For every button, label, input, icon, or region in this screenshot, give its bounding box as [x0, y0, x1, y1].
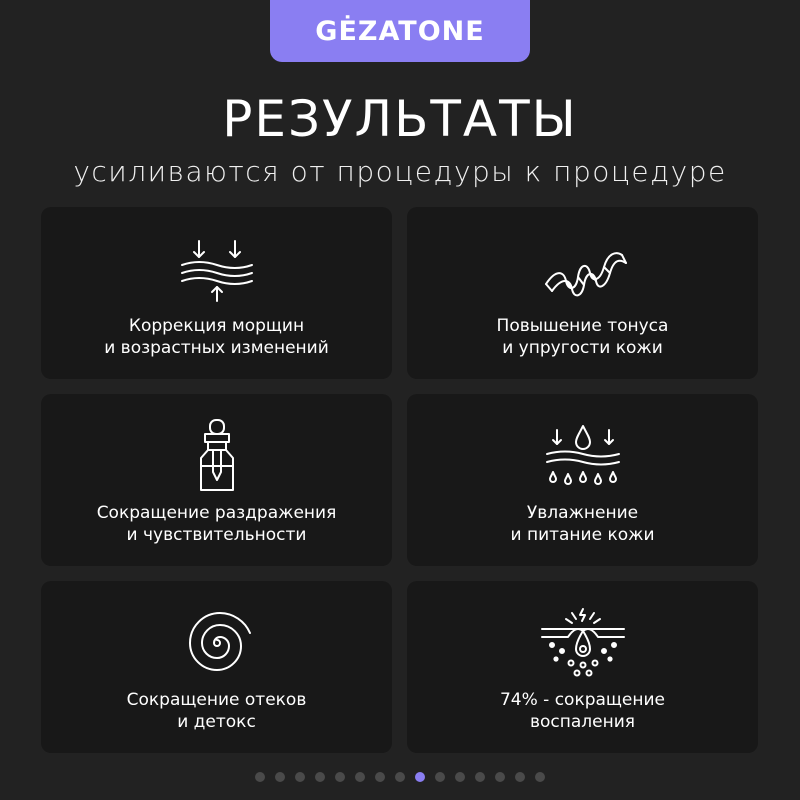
pagination-dot[interactable] — [455, 772, 465, 782]
inflammation-follicle-icon — [407, 603, 758, 683]
pagination-dot[interactable] — [475, 772, 485, 782]
result-card-detox — [41, 581, 392, 753]
pagination-dots[interactable] — [0, 772, 800, 782]
logo-text: GĖZATONE — [315, 15, 485, 47]
card-label-line1: Сокращение отеков — [126, 690, 307, 710]
pagination-dot[interactable] — [535, 772, 545, 782]
brand-logo — [270, 0, 530, 62]
pagination-dot[interactable] — [315, 772, 325, 782]
pagination-dot[interactable] — [495, 772, 505, 782]
card-label-line2: и чувствительности — [126, 525, 307, 545]
moisture-drops-icon — [407, 416, 758, 496]
card-label-line1: Увлажнение — [526, 503, 639, 523]
card-label-line2: и упругости кожи — [502, 338, 663, 358]
pagination-dot[interactable] — [335, 772, 345, 782]
result-card-irritation — [41, 394, 392, 566]
page-title: РЕЗУЛЬТАТЫ — [222, 90, 578, 148]
card-label-line1: Повышение тонуса — [496, 316, 669, 336]
pagination-dot[interactable] — [255, 772, 265, 782]
card-label-line2: и возрастных изменений — [104, 338, 329, 358]
card-label-line2: и детокс — [177, 712, 256, 732]
spiral-icon — [41, 603, 392, 683]
elastic-ribbon-icon — [407, 229, 758, 309]
pagination-dot[interactable] — [375, 772, 385, 782]
page-subtitle: усиливаются от процедуры к процедуре — [73, 155, 727, 188]
dropper-bottle-icon — [41, 416, 392, 496]
card-label-line2: воспаления — [529, 712, 635, 732]
pagination-dot[interactable] — [395, 772, 405, 782]
card-label-line2: и питание кожи — [510, 525, 655, 545]
skin-lift-arrows-icon — [41, 229, 392, 309]
card-label-line1: 74% - сокращение — [499, 690, 666, 710]
pagination-dot[interactable] — [275, 772, 285, 782]
card-label-line1: Сокращение раздражения — [96, 503, 337, 523]
pagination-dot[interactable] — [355, 772, 365, 782]
pagination-dot-active[interactable] — [415, 772, 425, 782]
result-card-moisture — [407, 394, 758, 566]
card-label-line1: Коррекция морщин — [128, 316, 305, 336]
pagination-dot[interactable] — [295, 772, 305, 782]
pagination-dot[interactable] — [435, 772, 445, 782]
result-card-inflammation — [407, 581, 758, 753]
pagination-dot[interactable] — [515, 772, 525, 782]
result-card-wrinkles — [41, 207, 392, 379]
result-card-tonus — [407, 207, 758, 379]
